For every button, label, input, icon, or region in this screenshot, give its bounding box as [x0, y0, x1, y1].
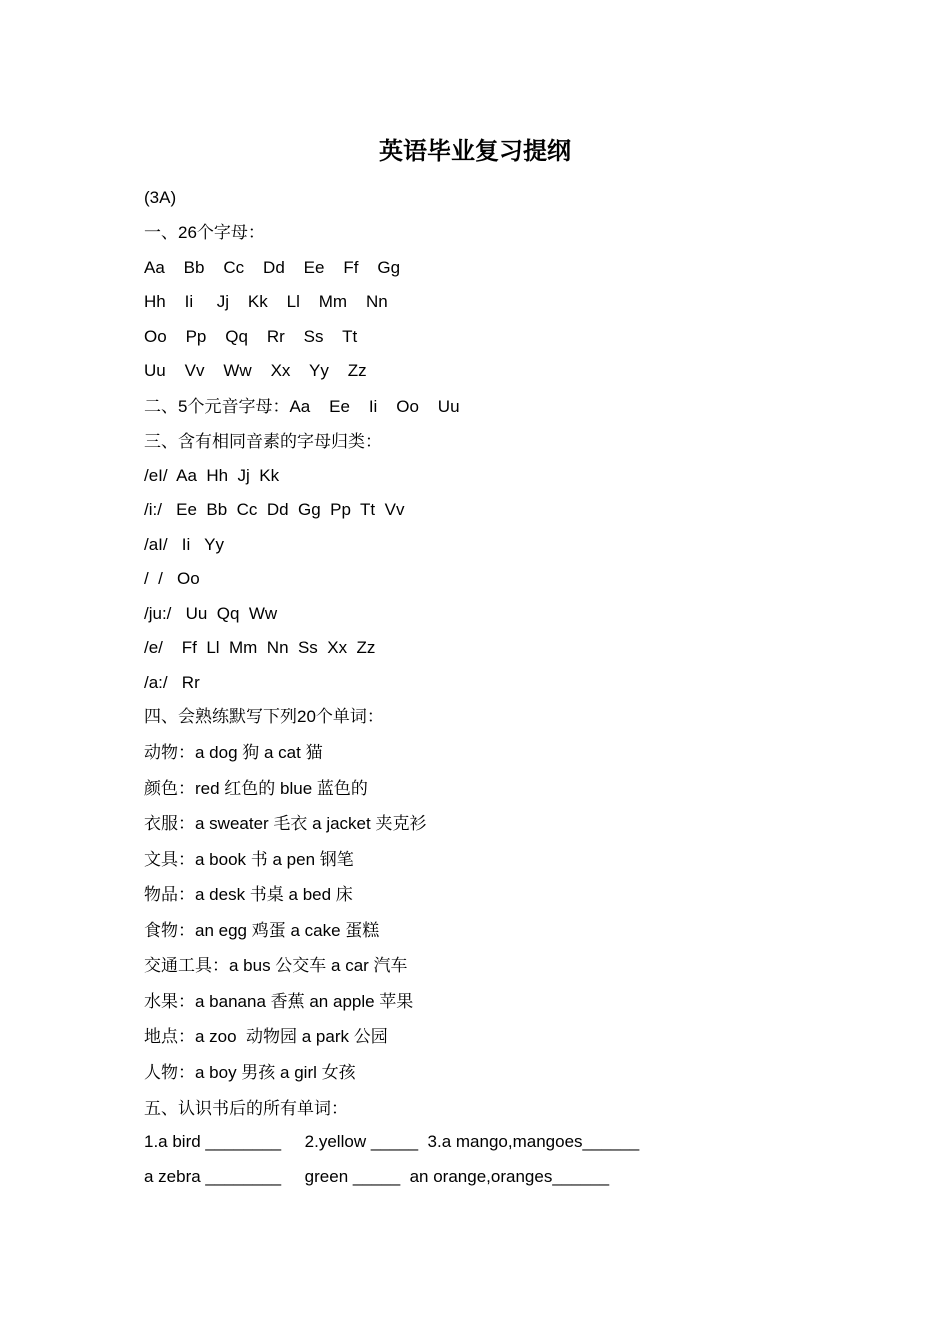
text-line: 水果：a banana 香蕉 an apple 苹果	[144, 992, 414, 1011]
text-line: 交通工具：a bus 公交车 a car 汽车	[144, 956, 408, 975]
text-line: 食物：an egg 鸡蛋 a cake 蛋糕	[144, 921, 380, 940]
text-line: / / Oo	[144, 569, 200, 588]
section-heading: 三、含有相同音素的字母归类：	[144, 432, 382, 451]
section-heading: 四、会熟练默写下列20个单词：	[144, 707, 384, 726]
text-line: a zebra ________ green _____ an orange,oranges______	[144, 1167, 610, 1186]
text-line: 1.a bird ________ 2.yellow _____ 3.a mango,mangoes______	[144, 1132, 640, 1151]
document-title: 英语毕业复习提纲	[379, 137, 571, 165]
text-line: Oo Pp Qq Rr Ss Tt	[144, 327, 358, 346]
text-line: /ju:/ Uu Qq Ww	[144, 604, 278, 623]
text-line: /i:/ Ee Bb Cc Dd Gg Pp Tt Vv	[144, 500, 405, 519]
text-line: 动物：a dog 狗 a cat 猫	[144, 743, 323, 762]
section-heading: 一、26个字母：	[144, 223, 265, 242]
text-line: 颜色：red 红色的 blue 蓝色的	[144, 779, 368, 798]
text-line: 人物：a boy 男孩 a girl 女孩	[144, 1063, 356, 1082]
text-line: 衣服：a sweater 毛衣 a jacket 夹克衫	[144, 814, 427, 833]
text-line: /eI/ Aa Hh Jj Kk	[144, 466, 280, 485]
text-line: /e/ Ff Ll Mm Nn Ss Xx Zz	[144, 638, 376, 657]
text-line: Hh Ii Jj Kk Ll Mm Nn	[144, 292, 388, 311]
section-heading: 二、5个元音字母：Aa Ee Ii Oo Uu	[144, 397, 460, 416]
text-line: 文具：a book 书 a pen 钢笔	[144, 850, 354, 869]
text-line: 地点：a zoo 动物园 a park 公园	[144, 1027, 388, 1046]
text-line: /a:/ Rr	[144, 673, 200, 692]
text-line: Aa Bb Cc Dd Ee Ff Gg	[144, 258, 401, 277]
text-line: 物品：a desk 书桌 a bed 床	[144, 885, 353, 904]
text-line: (3A)	[144, 188, 177, 207]
section-heading: 五、认识书后的所有单词：	[144, 1099, 348, 1118]
text-line: /aI/ Ii Yy	[144, 535, 224, 554]
text-line: Uu Vv Ww Xx Yy Zz	[144, 361, 367, 380]
